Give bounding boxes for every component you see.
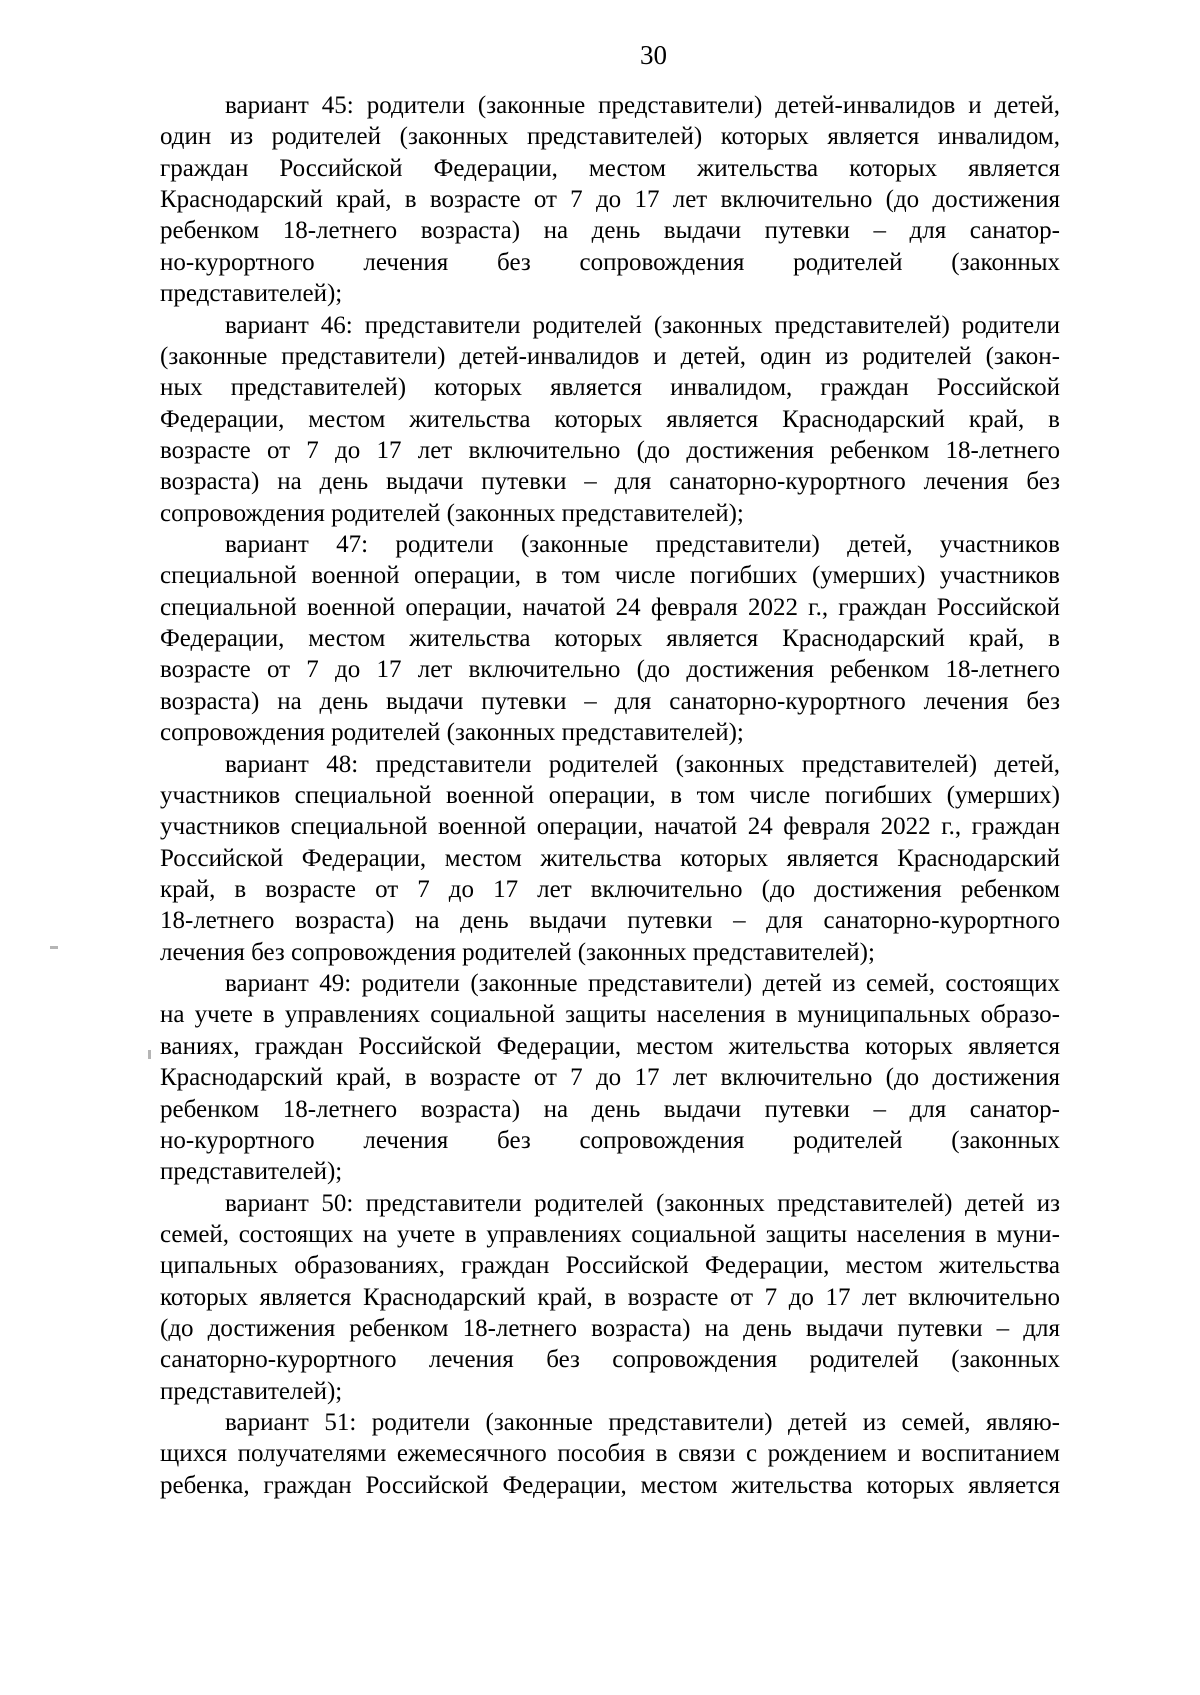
text-line: граждан Российской Федерации, местом жительства которых является bbox=[160, 154, 1060, 182]
text-line: Федерации, местом жительства которых является Краснодарский край, в bbox=[160, 625, 1060, 653]
document-body bbox=[160, 90, 1060, 1501]
text-line: но-курортного лечения без сопровождения родителей (законных bbox=[160, 248, 1060, 276]
text-line: возраста) на день выдачи путевки – для санаторно-курортного лечения без bbox=[160, 468, 1060, 496]
text-line: семей, состоящих на учете в управлениях социальной защиты населения в муни- bbox=[160, 1220, 1060, 1248]
paragraph-variant-46 bbox=[160, 310, 1060, 530]
paragraph-variant-49 bbox=[160, 968, 1060, 1188]
text-line: возраста) на день выдачи путевки – для санаторно-курортного лечения без bbox=[160, 687, 1060, 715]
text-line: специальной военной операции, начатой 24 февраля 2022 г., граждан Российской bbox=[160, 593, 1060, 621]
text-line: участников специальной военной операции, в том числе погибших (умерших) bbox=[160, 781, 1060, 809]
text-line: вариант 51: родители (законные представители) детей из семей, являю- bbox=[225, 1409, 1060, 1437]
text-line: 18-летнего возраста) на день выдачи путевки – для санаторно-курортного bbox=[160, 907, 1060, 935]
text-line: сопровождения родителей (законных представителей); bbox=[160, 499, 744, 527]
paragraph-variant-48 bbox=[160, 749, 1060, 969]
text-line: на учете в управлениях социальной защиты населения в муниципальных образо- bbox=[160, 1001, 1060, 1029]
text-line: участников специальной военной операции, начатой 24 февраля 2022 г., граждан bbox=[160, 813, 1060, 841]
text-line: ваниях, граждан Российской Федерации, местом жительства которых является bbox=[160, 1032, 1060, 1060]
paragraph-variant-47 bbox=[160, 529, 1060, 749]
text-line: которых является Краснодарский край, в возрасте от 7 до 17 лет включительно bbox=[160, 1283, 1060, 1311]
text-line: ребенком 18-летнего возраста) на день выдачи путевки – для санатор- bbox=[160, 217, 1060, 245]
text-line: щихся получателями ежемесячного пособия в связи с рождением и воспитанием bbox=[160, 1440, 1060, 1468]
text-line: ребенка, граждан Российской Федерации, местом жительства которых является bbox=[160, 1471, 1060, 1499]
text-line: но-курортного лечения без сопровождения родителей (законных bbox=[160, 1126, 1060, 1154]
scan-artifact bbox=[148, 1050, 151, 1059]
text-line: (законные представители) детей-инвалидов и детей, один из родителей (закон- bbox=[160, 342, 1060, 370]
text-line: вариант 47: родители (законные представители) детей, участников bbox=[225, 531, 1060, 559]
text-line: Краснодарский край, в возрасте от 7 до 17 лет включительно (до достижения bbox=[160, 186, 1060, 214]
text-line: Краснодарский край, в возрасте от 7 до 17 лет включительно (до достижения bbox=[160, 1064, 1060, 1092]
paragraph-variant-45 bbox=[160, 90, 1060, 310]
text-line: сопровождения родителей (законных представителей); bbox=[160, 719, 744, 747]
text-line: представителей); bbox=[160, 1377, 343, 1405]
paragraph-variant-50 bbox=[160, 1188, 1060, 1408]
text-line: ребенком 18-летнего возраста) на день выдачи путевки – для санатор- bbox=[160, 1095, 1060, 1123]
text-line: представителей); bbox=[160, 280, 343, 308]
text-line: санаторно-курортного лечения без сопровождения родителей (законных bbox=[160, 1346, 1060, 1374]
text-line: ных представителей) которых является инвалидом, граждан Российской bbox=[160, 374, 1060, 402]
text-line: (до достижения ребенком 18-летнего возраста) на день выдачи путевки – для bbox=[160, 1315, 1060, 1343]
text-line: вариант 45: родители (законные представители) детей-инвалидов и детей, bbox=[225, 92, 1060, 119]
text-line: Федерации, местом жительства которых является Краснодарский край, в bbox=[160, 405, 1060, 433]
text-line: ципальных образованиях, граждан Российской Федерации, местом жительства bbox=[160, 1252, 1060, 1280]
text-line: вариант 48: представители родителей (законных представителей) детей, bbox=[225, 750, 1060, 778]
text-line: специальной военной операции, в том числе погибших (умерших) участников bbox=[160, 562, 1060, 590]
text-line: Российской Федерации, местом жительства которых является Краснодарский bbox=[160, 844, 1060, 872]
text-line: возрасте от 7 до 17 лет включительно (до достижения ребенком 18-летнего bbox=[160, 656, 1060, 684]
text-line: один из родителей (законных представителей) которых является инвалидом, bbox=[160, 123, 1060, 151]
text-line: вариант 49: родители (законные представители) детей из семей, состоящих bbox=[225, 970, 1060, 998]
text-line: представителей); bbox=[160, 1158, 343, 1186]
paragraph-variant-51 bbox=[160, 1407, 1060, 1501]
text-line: вариант 50: представители родителей (законных представителей) детей из bbox=[225, 1189, 1060, 1217]
text-line: лечения без сопровождения родителей (законных представителей); bbox=[160, 938, 875, 966]
page-number: 30 bbox=[640, 40, 667, 70]
scan-artifact bbox=[50, 946, 58, 949]
text-line: возрасте от 7 до 17 лет включительно (до достижения ребенком 18-летнего bbox=[160, 436, 1060, 464]
text-line: край, в возрасте от 7 до 17 лет включительно (до достижения ребенком bbox=[160, 875, 1060, 903]
text-line: вариант 46: представители родителей (законных представителей) родители bbox=[225, 311, 1060, 339]
